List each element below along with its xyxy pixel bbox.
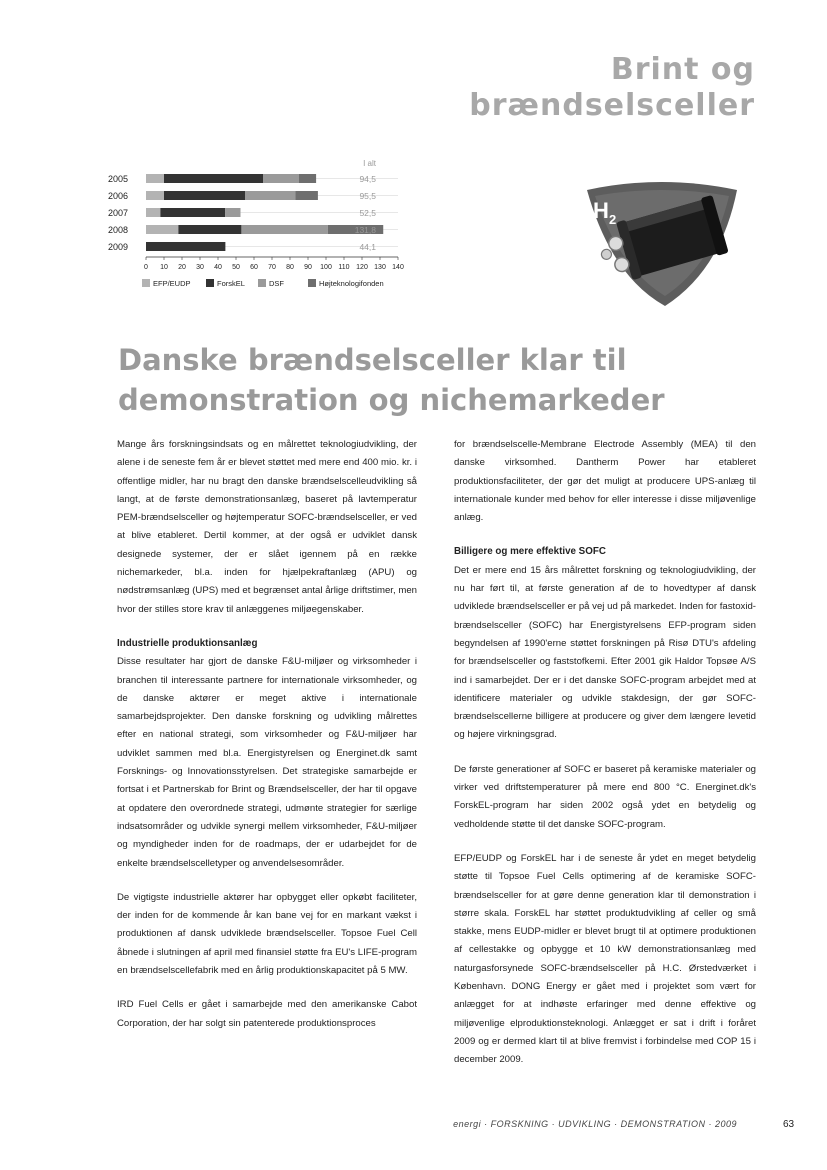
right-paragraph-4: EFP/EUDP og ForskEL har i de seneste år ydet en meget betydelig støtte til Topsoe Fuel Cells optimering af de keramiske SOFC-brændselsceller for at gøre denne generation klar til demonstration i større skala. ForskEL har støttet produktudvikling af celler og små stakke, mens EUDP-midler er blevet brugt til at optimere produktionen af cellestakke og opbygge et 10 kW demonstrationsanlæg med naturgasforsynede SOFC-brændselsceller på H.C. Ørstedværket i København. DONG Energy er gået med i projektet som vært for anlægget for at indhøste erfaringer med denne effektive og miljøvenlige elproduktionsteknologi. Anlægget er sat i drift i foråret 2009 og er dermed klart til at blive fremvist i forbindelse med COP 15 i december 2009.	[454, 852, 756, 1066]
chart-total-header: I alt	[363, 159, 376, 168]
chart-bar-segment	[299, 174, 316, 183]
page-footer	[0, 1117, 827, 1137]
h2-subscript: 2	[609, 212, 617, 227]
legend-swatch	[142, 279, 150, 287]
left-paragraph-4: IRD Fuel Cells er gået i samarbejde med den amerikanske Cabot Corporation, der har solgt sin patenterede produktionsproces	[117, 999, 417, 1029]
fuel-cell-graphic	[581, 180, 741, 310]
subheading-industrielle: Industrielle produktionsanlæg	[117, 637, 258, 649]
chart-x-tick-label: 30	[196, 264, 204, 271]
legend-label: EFP/EUDP	[153, 279, 191, 288]
legend-swatch	[258, 279, 266, 287]
chart-x-tick-label: 70	[268, 264, 276, 271]
chart-bar-segment	[241, 225, 327, 234]
chart-category-label: 2005	[108, 174, 129, 184]
chart-total-label: 44,1	[359, 242, 376, 252]
section-title	[469, 52, 755, 124]
chart-x-tick-label: 0	[144, 264, 148, 271]
right-paragraph-2: Det er mere end 15 års målrettet forskning og teknologiudvikling, der nu har ført til, at første generation af de to hovedtyper af dansk udviklede brændselsceller er på vej ud på markedet. Inden for fastoxid-brændselsceller (SOFC) har Energistyrelsens EFP-program siden begyndelsen af 1990'erne støttet forskningen på Risø DTU's afdeling for brændselsceller og faststofkemi. Efter 2001 gik Haldor Topsøe A/S ind i samarbejdet. Der er i det danske SOFC-program arbejdet med at identificere materialer og udvikle stakdesign, der gør SOFC-brændselscellerne billigere at producere og giver dem længere levetid og højere virkningsgrad.	[454, 564, 756, 741]
chart-bar-segment	[146, 191, 164, 200]
article-headline	[118, 340, 678, 420]
chart-bar-segment	[146, 174, 164, 183]
chart-bar-segment	[146, 208, 160, 217]
chart-total-label: 52,5	[359, 208, 376, 218]
legend-swatch	[206, 279, 214, 287]
chart-total-label: 94,5	[359, 174, 376, 184]
left-paragraph-2: Disse resultater har gjort de danske F&U-miljøer og virksomheder i branchen til interessante partnere for internationale virksomheder, og de danske aktører er meget aktive i internationale samarbejdsprojekter. Den danske forskning og udvikling målrettes efter en national strategi, som virksomheder og F&U-miljøer har udviklet sammen med bl.a. Energistyrelsen og Energinet.dk samt Forsknings- og Innovationsstyrelsen. Det strategiske samarbejde er fortsat i et Partnerskab for Brint og Brændselsceller, der har til opgave at opdatere den overordnede strategi, udmønte strategier for særlige indsatsområder og udvikle synergi mellem virksomheder, F&U-miljøer og myndigheder inden for de roadmaps, der er udarbejdet for de enkelte brændselscelletyper og anvendelsesområder.	[117, 656, 417, 869]
chart-bar-segment	[245, 191, 295, 200]
right-paragraph-1: for brændselscelle-Membrane Electrode Assembly (MEA) til den danske virksomhed. Dantherm Power har etableret produktionsfaciliteter, der gør det muligt at producere UPS-anlæg til internationale kunder med behov for eller interesse i disse miljøvenlige anlæg.	[454, 439, 756, 524]
chart-total-label: 95,5	[359, 191, 376, 201]
chart-bar-segment	[160, 208, 225, 217]
legend-label: DSF	[269, 279, 284, 288]
chart-x-tick-label: 130	[374, 264, 386, 271]
left-paragraph-3: De vigtigste industrielle aktører har opbygget eller opkøbt faciliteter, der inden for de kommende år kan bane vej for en markant vækst i produktionen af dansk udviklede brændselsceller. Topsoe Fuel Cell åbnede i slutningen af april med finansiel støtte fra EU's LIFE-program en brændselscellefabrik med en årlig produktionskapacitet på 5 MW.	[117, 891, 417, 977]
chart-category-label: 2007	[108, 208, 129, 218]
chart-x-tick-label: 90	[304, 264, 312, 271]
chart-legend	[142, 279, 384, 288]
right-column	[454, 436, 756, 1086]
chart-bar-segment	[164, 191, 245, 200]
chart-x-tick-label: 120	[356, 264, 368, 271]
legend-swatch	[308, 279, 316, 287]
chart-x-tick-label: 40	[214, 264, 222, 271]
subheading-sofc: Billigere og mere effektive SOFC	[454, 546, 606, 558]
chart-bar-segment	[225, 208, 240, 217]
chart-x-axis	[144, 257, 404, 271]
chart-category-label: 2009	[108, 242, 129, 252]
chart-bar-segment	[146, 242, 225, 251]
chart-x-tick-label: 20	[178, 264, 186, 271]
section-title-line1: Brint og	[610, 52, 755, 87]
legend-label: Højteknologifonden	[319, 279, 384, 288]
chart-x-tick-label: 50	[232, 264, 240, 271]
page-number: 63	[783, 1119, 795, 1130]
chart-bar-segment	[164, 174, 263, 183]
left-paragraph-1: Mange års forskningsindsats og en målrettet teknologiudvikling, der alene i de seneste fem år er blevet støttet med mere end 400 mio. kr. i offentlige midler, har nu bragt den danske brændselscelleudvikling så langt, at de første demonstrationsanlæg, baseret på lavtemperatur PEM-brændselsceller og højtemperatur SOFC-brændselsceller, er ved at blive etableret. Dertil kommer, at der også er udviklet dansk designede systemer, der er slået igennem på en række nichemarkeder, bl.a. inden for hjælpekraftanlæg (APU) og nødstrømsanlæg (UPS) med et begrænset antal årlige driftstimer, men hvor der stilles store krav til anlæggenes miljøegenskaber.	[117, 439, 417, 615]
chart-x-tick-label: 110	[338, 264, 350, 271]
funding-chart-svg	[108, 152, 438, 302]
funding-chart	[108, 152, 438, 302]
footer-publication: energi · FORSKNING · UDVIKLING · DEMONSTRATION · 2009	[453, 1119, 737, 1129]
chart-bar-segment	[146, 225, 178, 234]
chart-x-tick-label: 100	[320, 264, 332, 271]
left-column	[117, 436, 417, 1049]
chart-x-tick-label: 140	[392, 264, 404, 271]
chart-x-tick-label: 60	[250, 264, 258, 271]
chart-header	[363, 159, 377, 168]
chart-bar-segment	[178, 225, 241, 234]
section-title-line2: brændselsceller	[469, 88, 755, 123]
chart-x-tick-label: 10	[160, 264, 168, 271]
legend-label: ForskEL	[217, 279, 245, 288]
chart-category-label: 2006	[108, 191, 129, 201]
right-paragraph-3: De første generationer af SOFC er baseret på keramiske materialer og virker ved driftstemperaturer på mere end 800 °C. Energinet.dk's ForskEL-program har siden 2002 også ydet en betydelig og vedholdende støtte til det danske SOFC-program.	[454, 763, 756, 830]
headline-line1: Danske brændselsceller klar til	[118, 343, 627, 377]
h2-label: H	[593, 198, 609, 223]
chart-total-labels	[355, 174, 377, 252]
chart-total-label: 131,8	[354, 225, 376, 235]
headline-line2: demonstration og nichemarkeder	[118, 383, 665, 417]
chart-category-label: 2008	[108, 225, 129, 235]
chart-bar-segment	[295, 191, 318, 200]
chart-bar-segment	[263, 174, 299, 183]
chart-x-tick-label: 80	[286, 264, 294, 271]
chart-category-labels	[108, 174, 128, 252]
